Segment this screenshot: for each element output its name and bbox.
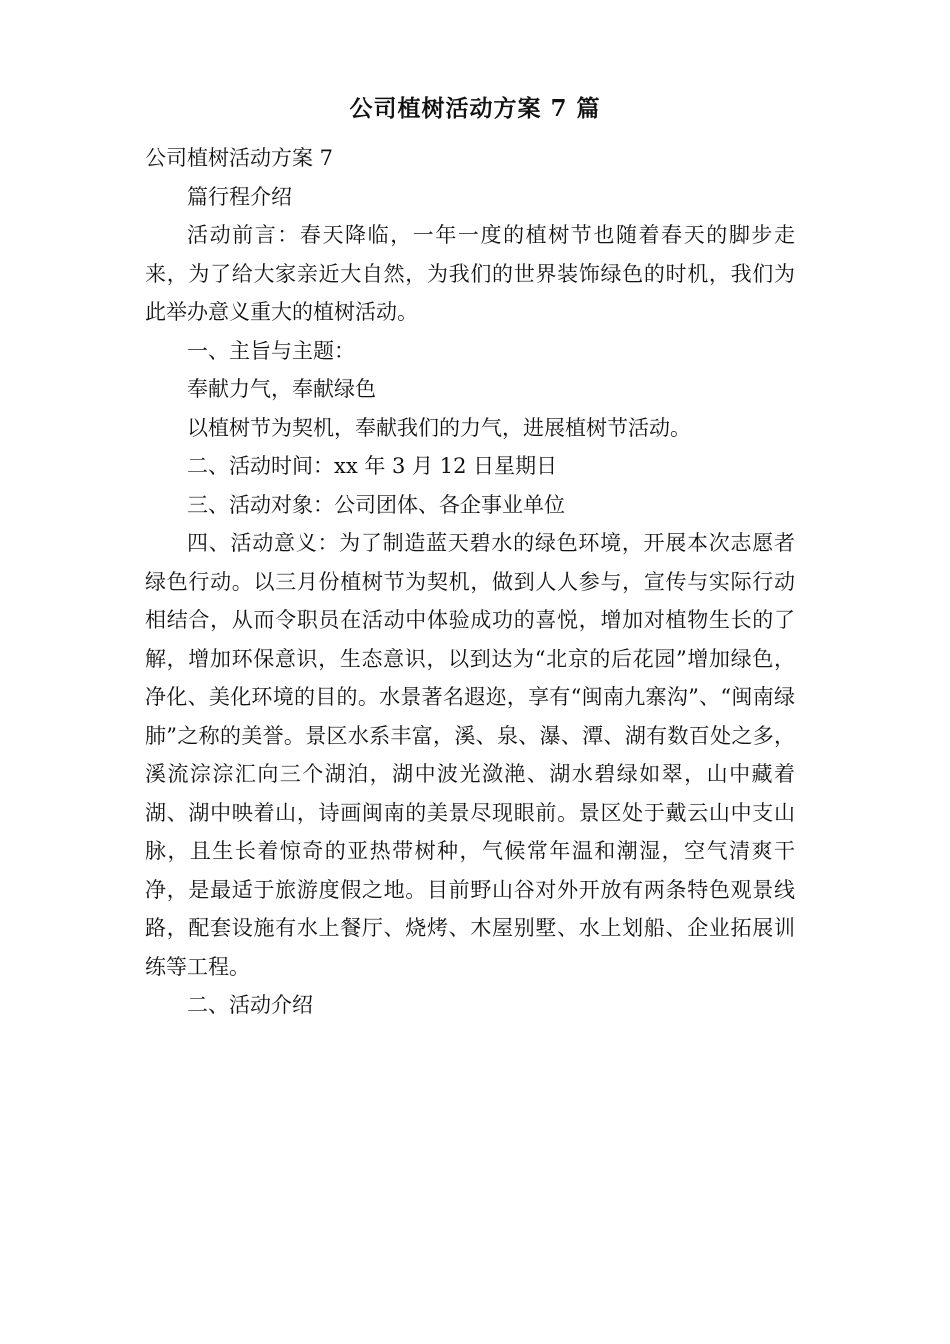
paragraph-subtitle: 公司植树活动方案 7 [145,146,334,170]
paragraph-activity-intro: 二、活动介绍 [187,993,313,1017]
paragraph-theme-slogan: 奉献力气，奉献绿色 [187,377,376,401]
paragraph-theme-heading: 一、主旨与主题： [187,338,355,363]
paragraph-itinerary-intro: 篇行程介绍 [187,184,292,209]
paragraph-theme-detail: 以植树节为契机，奉献我们的力气，进展植树节活动。 [187,415,691,440]
paragraph-target: 三、活动对象：公司团体、各企事业单位 [187,492,565,517]
document-title: 公司植树活动方案 7 篇 [349,95,601,122]
paragraph-significance: 四、活动意义：为了制造蓝天碧水的绿色环境，开展本次志愿者绿色行动。以三月份植树节为契机，做到人人参与，宣传与实际行动相结合，从而令职员在活动中体验成功的喜悦，增加对植物生长的了解，增加环保意识，生态意识，以到达为“北京的后花园”增加绿色，净化、美化环境的目的。水景著名遐迩，享有“闽南九寨沟”、“闽南绿肺”之称的美誉。景区水系丰富，溪、泉、瀑、潭、湖有数百处之多，溪流淙淙汇向三个湖泊，湖中波光潋滟、湖水碧绿如翠，山中藏着湖、湖中映着山，诗画闽南的美景尽现眼前。景区处于戴云山中支山脉，且生长着惊奇的亚热带树种，气候常年温和潮湿，空气清爽干净，是最适于旅游度假之地。目前野山谷对外开放有两条特色观景线路，配套设施有水上餐厅、烧烤、木屋别墅、水上划船、企业拓展训练等工程。 [145,531,795,979]
document-body [145,139,795,1025]
paragraph-time: 二、活动时间：xx 年 3 月 12 日星期日 [187,454,558,478]
paragraph-preface: 活动前言：春天降临，一年一度的植树节也随着春天的脚步走来，为了给大家亲近大自然，为我们的世界装饰绿色的时机，我们为此举办意义重大的植树活动。 [145,223,795,324]
